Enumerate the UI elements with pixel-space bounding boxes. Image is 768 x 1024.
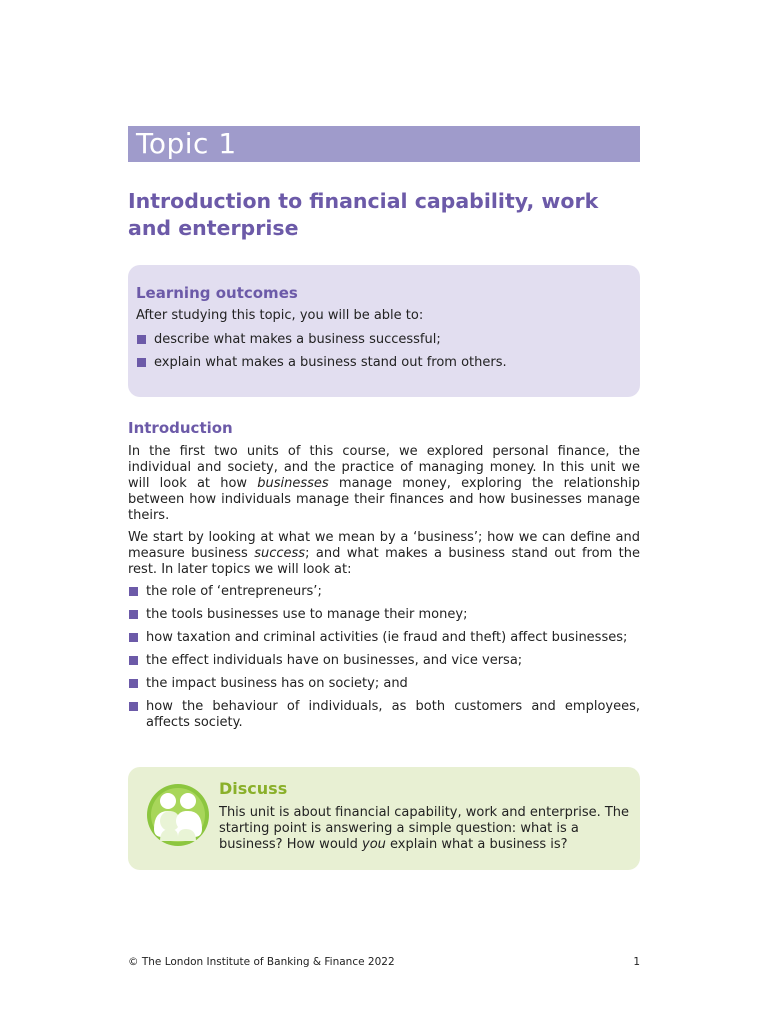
bullet-square-icon [129,679,138,688]
emphasis-text: you [362,837,386,852]
list-item-text: describe what makes a business successful; [154,332,441,347]
topic-title: Topic 1 [136,127,237,160]
emphasis-text: businesses [257,476,329,491]
list-item-text: the effect individuals have on businesses, and vice versa; [146,653,523,668]
list-item-text: the impact business has on society; and [146,676,408,691]
bullet-square-icon [129,587,138,596]
footer-copyright: © The London Institute of Banking & Finance 2022 [128,956,395,968]
bullet-square-icon [129,656,138,665]
topic-subtitle: Introduction to financial capability, work and enterprise [128,189,599,240]
list-item [128,699,640,731]
list-item [128,676,640,692]
paragraph-text: This unit is about financial capability, work and enterprise. The starting point is answering a simple question: what is a business? How would [219,805,630,852]
discuss-box [128,767,640,870]
footer-page-number: 1 [633,956,640,968]
list-item-text: how taxation and criminal activities (ie fraud and theft) affect businesses; [146,630,628,645]
list-item-text: explain what makes a business stand out from others. [154,355,507,370]
bullet-square-icon [129,633,138,642]
introduction-paragraph-1 [128,444,640,524]
list-item [136,355,632,371]
bullet-square-icon [129,610,138,619]
list-item-text: how the behaviour of individuals, as both customers and employees, affects society. [146,699,640,730]
list-item [128,607,640,623]
introduction-heading: Introduction [128,419,233,437]
list-item [128,653,640,669]
discussion-people-icon [146,779,210,851]
introduction-paragraph-2 [128,530,640,578]
later-topics-list [128,584,640,738]
list-item [136,332,632,348]
paragraph-text: explain what a business is? [385,837,568,852]
bullet-square-icon [129,702,138,711]
paragraph-text: We start by looking at what we mean by a ‘business’; how we can define and measure business [128,530,640,561]
list-item [128,630,640,646]
learning-outcomes-heading: Learning outcomes [136,284,298,302]
learning-outcomes-box [128,265,640,397]
paragraph-text: manage money, exploring the relationship between how individuals manage their finances and how businesses manage theirs. [128,476,641,523]
paragraph-text: In the first two units of this course, we explored personal finance, the individual and society, and the practice of managing money. In this unit we will look at how [128,444,640,491]
discuss-heading: Discuss [219,779,288,798]
emphasis-text: success [254,546,306,561]
learning-outcomes-intro: After studying this topic, you will be able to: [136,308,424,323]
bullet-square-icon [137,335,146,344]
list-item-text: the role of ‘entrepreneurs’; [146,584,322,599]
list-item-text: the tools businesses use to manage their money; [146,607,468,622]
learning-outcomes-list [136,332,632,371]
bullet-square-icon [137,358,146,367]
list-item [128,584,640,600]
discuss-text [219,805,631,853]
paragraph-text: ; and what makes a business stand out from the rest. In later topics we will look at: [128,546,640,577]
topic-banner [128,126,640,162]
